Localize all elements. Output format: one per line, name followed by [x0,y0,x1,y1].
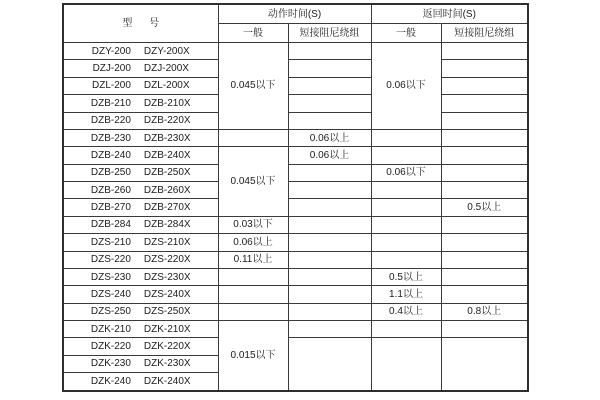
action-damped-cell [288,95,371,112]
action-general-cell: 0.045以下 [218,43,288,130]
model-name-x: DZJ-200X [143,63,189,75]
model-name-x: DZK-230X [143,358,191,370]
action-damped-cell [288,182,371,199]
model-name-x: DZB-284X [143,219,191,231]
return-damped-cell [441,112,528,129]
return-damped-cell [441,338,528,391]
return-general-cell [371,129,441,146]
model-name-x: DZK-210X [143,323,191,335]
return-damped-cell [441,43,528,60]
table-row [63,234,528,251]
return-damped-cell [441,251,528,268]
action-damped-cell [288,199,371,216]
model-name-x: DZB-240X [143,149,191,161]
subheader-return-damped: 短接阻尼绕组 [441,24,528,43]
return-damped-cell [441,95,528,112]
model-name: DZJ-200 [92,63,131,75]
return-general-cell: 0.5以上 [371,268,441,285]
model-name-x: DZY-200X [143,45,190,57]
model-name-x: DZS-230X [143,271,191,283]
model-name: DZK-240 [90,376,131,388]
model-name-x: DZS-240X [143,288,191,300]
model-name: DZY-200 [91,45,131,57]
model-cell [63,373,218,391]
action-damped-cell [288,216,371,233]
return-general-cell [371,216,441,233]
return-general-cell: 1.1以上 [371,286,441,303]
action-general-cell: 0.06以上 [218,234,288,251]
table-row [63,251,528,268]
model-cell [63,303,218,320]
model-cell [63,95,218,112]
return-damped-cell [441,77,528,94]
action-damped-cell [288,251,371,268]
table-row [63,77,528,94]
model-name: DZS-210 [90,236,131,248]
table-row [63,164,528,181]
model-name-x: DZK-240X [143,376,191,388]
action-damped-cell [288,234,371,251]
model-cell [63,147,218,164]
action-damped-cell [288,268,371,285]
return-general-cell [371,338,441,391]
action-damped-cell [288,112,371,129]
return-general-cell [371,234,441,251]
action-damped-cell [288,164,371,181]
action-damped-cell: 0.06以上 [288,129,371,146]
return-damped-cell [441,182,528,199]
model-name: DZB-260 [90,184,131,196]
model-name: DZB-210 [90,97,131,109]
col-header-action-time: 动作时间(S) [218,4,371,24]
model-name: DZB-220 [90,115,131,127]
model-name-x: DZK-220X [143,341,191,353]
model-name: DZB-240 [90,149,131,161]
relay-timing-table [62,3,529,392]
model-name-x: DZS-210X [143,236,191,248]
action-damped-cell: 0.06以上 [288,147,371,164]
return-damped-cell [441,321,528,338]
model-cell [63,268,218,285]
return-damped-cell [441,129,528,146]
table-row [63,286,528,303]
model-cell [63,338,218,355]
return-general-cell [371,147,441,164]
model-cell [63,216,218,233]
action-damped-cell [288,43,371,60]
subheader-action-damped: 短接阻尼绕组 [288,24,371,43]
return-damped-cell [441,268,528,285]
action-general-cell [218,129,288,146]
return-damped-cell [441,234,528,251]
return-general-cell: 0.06以下 [371,43,441,130]
table-row [63,303,528,320]
table-row [63,182,528,199]
model-cell [63,43,218,60]
model-cell [63,199,218,216]
return-general-cell [371,251,441,268]
table-row [63,199,528,216]
subheader-action-general: 一般 [218,24,288,43]
model-name: DZS-230 [90,271,131,283]
action-general-cell: 0.11以上 [218,251,288,268]
model-cell [63,112,218,129]
table-row [63,216,528,233]
action-general-cell [218,303,288,320]
model-cell [63,251,218,268]
action-damped-cell [288,338,371,391]
col-header-model: 型 号 [63,4,218,43]
model-name: DZS-250 [90,306,131,318]
action-general-cell [218,286,288,303]
model-name-x: DZB-230X [143,132,191,144]
return-damped-cell: 0.8以上 [441,303,528,320]
model-name-x: DZS-220X [143,254,191,266]
model-name: DZK-220 [90,341,131,353]
action-general-cell [218,268,288,285]
action-general-cell: 0.03以下 [218,216,288,233]
model-name-x: DZB-270X [143,202,191,214]
subheader-return-general: 一般 [371,24,441,43]
action-general-cell: 0.045以下 [218,147,288,217]
model-cell [63,355,218,372]
action-damped-cell [288,303,371,320]
model-name: DZS-220 [90,254,131,266]
model-name-x: DZL-200X [143,80,190,92]
action-damped-cell [288,321,371,338]
return-damped-cell: 0.5以上 [441,199,528,216]
model-name: DZK-210 [90,323,131,335]
model-name: DZL-200 [92,80,131,92]
model-cell [63,164,218,181]
table-row [63,60,528,77]
model-name-x: DZB-210X [143,97,191,109]
action-damped-cell [288,77,371,94]
return-damped-cell [441,147,528,164]
model-name-x: DZB-220X [143,115,191,127]
model-cell [63,77,218,94]
table-row [63,129,528,146]
model-name: DZS-240 [90,288,131,300]
model-name-x: DZB-260X [143,184,191,196]
action-damped-cell [288,286,371,303]
model-cell [63,234,218,251]
model-name: DZB-284 [90,219,131,231]
model-name: DZK-230 [90,358,131,370]
table-row [63,321,528,338]
model-cell [63,60,218,77]
model-cell [63,182,218,199]
return-general-cell: 0.4以上 [371,303,441,320]
return-general-cell: 0.06以下 [371,164,441,181]
table-row [63,338,528,355]
model-name: DZB-250 [90,167,131,179]
col-header-return-time: 返回时间(S) [371,4,528,24]
action-general-cell: 0.015以下 [218,321,288,392]
table-row [63,268,528,285]
model-cell [63,129,218,146]
model-name: DZB-230 [90,132,131,144]
table-row [63,112,528,129]
return-general-cell [371,321,441,338]
return-general-cell [371,199,441,216]
return-damped-cell [441,60,528,77]
model-name-x: DZS-250X [143,306,191,318]
return-general-cell [371,182,441,199]
return-damped-cell [441,286,528,303]
table-row [63,147,528,164]
action-damped-cell [288,60,371,77]
model-name-x: DZB-250X [143,167,191,179]
return-damped-cell [441,164,528,181]
table-row [63,43,528,60]
model-cell [63,321,218,338]
model-cell [63,286,218,303]
table-row [63,95,528,112]
return-damped-cell [441,216,528,233]
model-name: DZB-270 [90,202,131,214]
